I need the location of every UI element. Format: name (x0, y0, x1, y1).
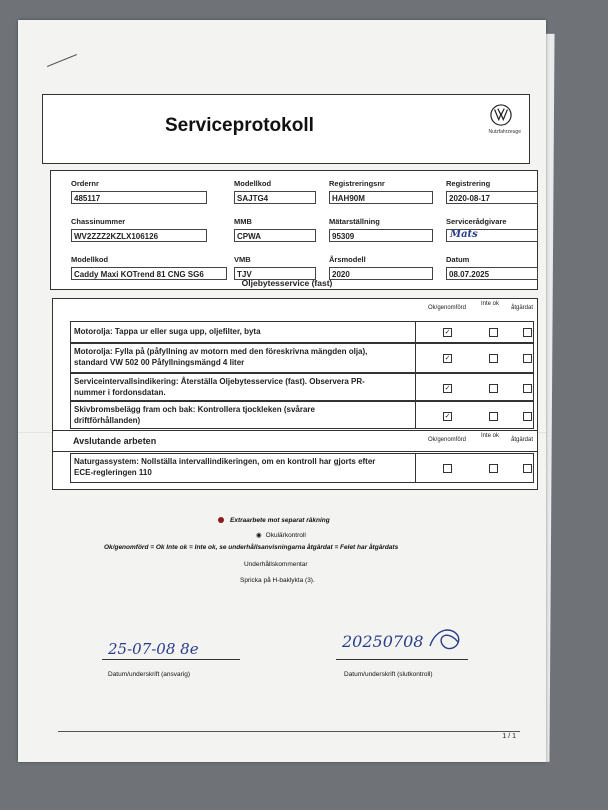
registreringsnr-field: HAH90M (329, 191, 433, 204)
brand-subtitle: Nutzfahrzeuge (488, 129, 521, 135)
header-box (42, 94, 530, 164)
col-divider (415, 374, 416, 400)
legend-ocular (256, 531, 306, 539)
checkbox-not-ok[interactable] (489, 384, 498, 393)
vmb-field: TJV (234, 267, 316, 280)
legend-extra (218, 517, 330, 524)
table-row (70, 453, 534, 483)
modellkod2-label: Modellkod (71, 255, 109, 264)
document-page (18, 20, 546, 762)
remark-text: Spricka på H-baklykta (3). (240, 577, 315, 584)
vmb-label: VMB (234, 255, 251, 264)
registrering-label: Registrering (446, 179, 491, 188)
arsmodell-field: 2020 (329, 267, 433, 280)
checkbox-not-ok[interactable] (489, 328, 498, 337)
checkbox-fixed[interactable] (523, 464, 532, 473)
datum-field: 08.07.2025 (446, 267, 538, 280)
checkbox-ok[interactable]: ✓ (444, 355, 451, 362)
col-not-ok-header: Inte ok (481, 433, 500, 439)
page-title: Serviceprotokoll (165, 115, 314, 136)
closing-table (52, 430, 538, 490)
bottom-rule (58, 731, 520, 732)
pen-mark (47, 54, 77, 67)
row-text: Motorolja: Fylla på (påfyllning av motorn med den föreskrivna mängden olja), standard VW 502 00 Påfyllningsmängd 4 liter (74, 347, 368, 367)
col-ok-header: Ok/genomförd (427, 437, 467, 443)
oil-service-title: Oljebytesservice (fast) (241, 278, 333, 288)
table-row (70, 401, 534, 429)
legend-ocular-text: Okulärkontroll (265, 532, 306, 539)
table-row (70, 343, 534, 373)
checkbox-fixed[interactable] (523, 384, 532, 393)
checkbox-not-ok[interactable] (489, 354, 498, 363)
mmb-field: CPWA (234, 229, 316, 242)
modellkod-label: Modellkod (234, 179, 272, 188)
left-signature-label: Datum/underskrift (ansvarig) (108, 671, 190, 678)
eye-icon: ◉ (256, 532, 262, 539)
left-handwritten-date: 25-07-08 8e (108, 640, 199, 658)
vw-logo-icon (490, 104, 512, 126)
remark-title: Underhållskommentar (244, 561, 308, 568)
legend-extra-text: Extraarbete mot separat räkning (230, 517, 330, 524)
left-signature-line (102, 659, 240, 660)
checkbox-fixed[interactable] (523, 412, 532, 421)
checkbox-ok[interactable]: ✓ (444, 385, 451, 392)
vehicle-info-box (50, 170, 538, 290)
col-fixed-header: åtgärdat (510, 437, 534, 443)
row-text: Naturgassystem: Nollställa intervallindikeringen, om en kontroll har gjorts efter ECE-regleringen 110 (74, 457, 376, 477)
col-divider (415, 454, 416, 482)
matarstallning-field: 95309 (329, 229, 433, 242)
ordernr-label: Ordernr (71, 179, 99, 188)
advisor-signature: Mats (450, 229, 478, 240)
registreringsnr-label: Registreringsnr (329, 179, 385, 188)
checkbox-fixed[interactable] (523, 354, 532, 363)
row-text: Motorolja: Tappa ur eller suga upp, oljefilter, byta (74, 327, 261, 336)
right-handwritten-date: 20250708 (342, 632, 424, 651)
checkbox-ok[interactable] (443, 464, 452, 473)
ordernr-field: 485117 (71, 191, 207, 204)
right-signature-line (336, 659, 468, 660)
signature-scribble-icon (428, 626, 464, 654)
page-number: 1 / 1 (502, 733, 516, 740)
closing-header (53, 431, 537, 452)
col-divider (415, 402, 416, 428)
closing-title: Avslutande arbeten (73, 436, 157, 446)
checkbox-ok[interactable]: ✓ (444, 329, 451, 336)
col-divider (415, 344, 416, 372)
row-text: Skivbromsbelägg fram och bak: Kontrollera tjockleken (svårare driftförhållanden) (74, 405, 315, 425)
modellkod-field: SAJTG4 (234, 191, 316, 204)
col-ok-header: Ok/genomförd (427, 305, 467, 311)
col-not-ok-header: Inte ok (481, 301, 500, 307)
col-divider (415, 322, 416, 342)
checkbox-ok[interactable]: ✓ (444, 413, 451, 420)
arsmodell-label: Årsmodell (329, 255, 366, 264)
red-dot-icon (218, 517, 224, 523)
matarstallning-label: Mätarställning (329, 217, 380, 226)
chassinummer-field: WV2ZZZ2KZLX106126 (71, 229, 207, 242)
right-signature-label: Datum/underskrift (slutkontroll) (344, 671, 433, 678)
mmb-label: MMB (234, 217, 252, 226)
row-text: Serviceintervallsindikering: Återställa Oljebytesservice (fast). Observera PR-nummer i fordonsdatan. (74, 377, 365, 397)
chassinummer-label: Chassinummer (71, 217, 126, 226)
modellkod2-field: Caddy Maxi KOTrend 81 CNG SG6 (71, 267, 227, 280)
table-row (70, 321, 534, 343)
checkbox-not-ok[interactable] (489, 412, 498, 421)
registrering-field: 2020-08-17 (446, 191, 538, 204)
col-fixed-header: åtgärdat (510, 305, 534, 311)
checkbox-not-ok[interactable] (489, 464, 498, 473)
legend-explain: Ok/genomförd = Ok Inte ok = Inte ok, se underhållsanvisningarna åtgärdat = Felet har åtgärdats (104, 544, 399, 551)
table-row (70, 373, 534, 401)
datum-label: Datum (446, 255, 470, 264)
servicerådgivare-field (446, 229, 538, 242)
oil-service-table (52, 298, 538, 434)
checkbox-fixed[interactable] (523, 328, 532, 337)
servicerådgivare-label: Servicerådgivare (446, 217, 507, 226)
